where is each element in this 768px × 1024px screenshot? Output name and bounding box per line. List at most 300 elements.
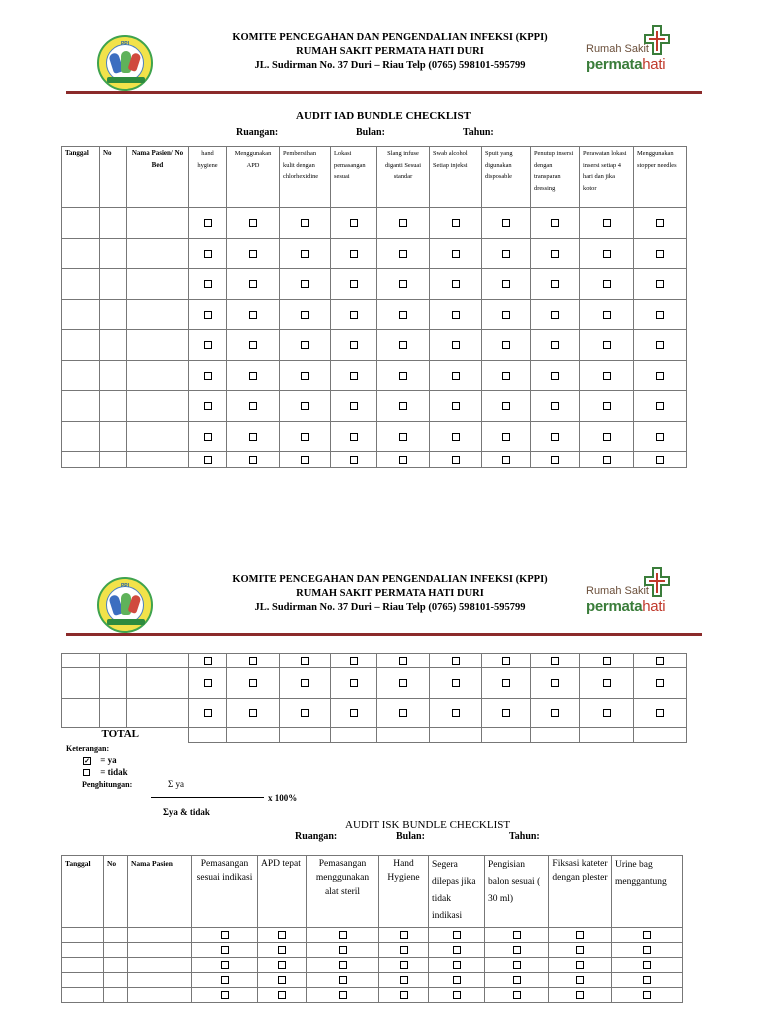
checkbox-icon[interactable] bbox=[502, 280, 510, 288]
iad-check-cell bbox=[331, 422, 377, 452]
checkbox-icon[interactable] bbox=[656, 709, 664, 717]
checkbox-icon[interactable] bbox=[513, 931, 521, 939]
checkbox-icon[interactable] bbox=[204, 250, 212, 258]
checkbox-icon[interactable] bbox=[453, 946, 461, 954]
iad-check-cell bbox=[580, 361, 634, 391]
checkbox-icon[interactable] bbox=[249, 657, 257, 665]
checkbox-icon[interactable] bbox=[603, 709, 611, 717]
checkbox-icon[interactable] bbox=[513, 976, 521, 984]
checkbox-icon[interactable] bbox=[350, 250, 358, 258]
iad-check-cell bbox=[189, 391, 227, 422]
iad-check-cell bbox=[377, 239, 430, 269]
checkbox-icon[interactable] bbox=[603, 219, 611, 227]
checkbox-icon[interactable] bbox=[452, 709, 460, 717]
checkbox-icon[interactable] bbox=[350, 433, 358, 441]
fraction-line bbox=[151, 797, 264, 798]
iad-check-cell bbox=[280, 239, 331, 269]
iad-col-spuit: Spuit yang digunakan disposable bbox=[482, 147, 531, 208]
iad-col-penutup: Penutup insersi dengan transparan dressing bbox=[531, 147, 580, 208]
isk-col-tanggal: Tanggal bbox=[62, 856, 104, 928]
checkbox-icon[interactable] bbox=[643, 976, 651, 984]
checkbox-icon[interactable] bbox=[551, 433, 559, 441]
iad2-check-cell bbox=[377, 654, 430, 668]
checkbox-icon[interactable] bbox=[502, 311, 510, 319]
checkbox-icon[interactable] bbox=[603, 433, 611, 441]
checkbox-icon[interactable] bbox=[350, 657, 358, 665]
checkbox-icon[interactable] bbox=[452, 433, 460, 441]
isk-check-cell bbox=[192, 928, 258, 943]
checkbox-icon[interactable] bbox=[350, 372, 358, 380]
iad2-text-cell bbox=[100, 654, 127, 668]
checkbox-icon[interactable] bbox=[400, 946, 408, 954]
isk-text-cell bbox=[104, 973, 128, 988]
checkbox-icon[interactable] bbox=[603, 250, 611, 258]
checkbox-icon[interactable] bbox=[339, 976, 347, 984]
iad-check-cell bbox=[430, 330, 482, 361]
checkbox-icon[interactable] bbox=[603, 657, 611, 665]
checkbox-icon[interactable] bbox=[643, 961, 651, 969]
checkbox-icon[interactable] bbox=[452, 311, 460, 319]
iad-col-perawatan: Perawatan lokasi insersi setiap 4 hari dan jika kotor bbox=[580, 147, 634, 208]
checkbox-icon[interactable] bbox=[502, 433, 510, 441]
checkbox-icon[interactable] bbox=[603, 311, 611, 319]
header-hospital: RUMAH SAKIT PERMATA HATI DURI bbox=[296, 46, 484, 57]
iad-col-stopper: Menggunakan stopper needles bbox=[634, 147, 687, 208]
isk-text-cell bbox=[62, 958, 104, 973]
checkbox-icon[interactable] bbox=[453, 931, 461, 939]
iad-check-cell bbox=[377, 391, 430, 422]
iad2-check-cell bbox=[227, 668, 280, 699]
isk-text-cell bbox=[104, 958, 128, 973]
iad2-check-cell bbox=[482, 668, 531, 699]
checkbox-icon[interactable] bbox=[301, 402, 309, 410]
header2-committee: KOMITE PENCEGAHAN DAN PENGENDALIAN INFEKSI (KPPI) bbox=[232, 574, 548, 585]
checkbox-icon[interactable] bbox=[301, 341, 309, 349]
iad-text-cell bbox=[100, 361, 127, 391]
checkbox-icon[interactable] bbox=[502, 372, 510, 380]
checkbox-icon[interactable] bbox=[603, 402, 611, 410]
checkbox-icon[interactable] bbox=[603, 456, 611, 464]
iad-check-cell bbox=[377, 361, 430, 391]
isk-text-cell bbox=[128, 943, 192, 958]
isk-check-cell bbox=[307, 973, 379, 988]
iad-text-cell bbox=[100, 239, 127, 269]
iad-check-cell bbox=[280, 391, 331, 422]
checkbox-icon[interactable] bbox=[350, 709, 358, 717]
checkbox-icon[interactable] bbox=[399, 341, 407, 349]
isk-check-cell bbox=[307, 943, 379, 958]
iad-text-cell bbox=[127, 330, 189, 361]
iad-col-pembersihan: Pembersihan kulit dengan chlorhexidine bbox=[280, 147, 331, 208]
header-address: JL. Sudirman No. 37 Duri – Riau Telp (0765) 598101-595799 bbox=[254, 60, 526, 71]
checkbox-icon[interactable] bbox=[249, 433, 257, 441]
checkbox-icon[interactable] bbox=[551, 219, 559, 227]
checkbox-icon[interactable] bbox=[278, 931, 286, 939]
checkbox-icon[interactable] bbox=[576, 991, 584, 999]
iad-text-cell bbox=[62, 391, 100, 422]
iad-text-cell bbox=[100, 391, 127, 422]
iad-check-cell bbox=[189, 208, 227, 239]
sigma-ya: Σ ya bbox=[168, 779, 184, 789]
hospital-logo-small-2: Rumah Sakit bbox=[586, 585, 649, 597]
isk-table bbox=[61, 855, 683, 1003]
iad-check-cell bbox=[280, 269, 331, 300]
checkbox-icon[interactable] bbox=[301, 709, 309, 717]
iad-check-cell bbox=[482, 239, 531, 269]
checkbox-icon[interactable] bbox=[399, 311, 407, 319]
checkbox-icon[interactable] bbox=[249, 456, 257, 464]
isk-check-cell bbox=[379, 943, 429, 958]
iad-check-cell bbox=[634, 361, 687, 391]
checkbox-icon[interactable] bbox=[221, 976, 229, 984]
isk-check-cell bbox=[258, 958, 307, 973]
checkbox-icon[interactable] bbox=[399, 709, 407, 717]
iad-text-cell bbox=[100, 452, 127, 468]
iad-text-cell bbox=[127, 391, 189, 422]
checkbox-icon[interactable] bbox=[399, 280, 407, 288]
checkbox-icon[interactable] bbox=[204, 280, 212, 288]
iad-text-cell bbox=[62, 208, 100, 239]
iad-check-cell bbox=[634, 330, 687, 361]
checkbox-icon[interactable] bbox=[350, 456, 358, 464]
checkbox-icon[interactable] bbox=[301, 657, 309, 665]
isk-check-cell bbox=[612, 988, 683, 1003]
checkbox-icon[interactable] bbox=[551, 250, 559, 258]
checkbox-icon[interactable] bbox=[339, 961, 347, 969]
checkbox-icon[interactable] bbox=[453, 976, 461, 984]
checkbox-icon[interactable] bbox=[301, 219, 309, 227]
iad2-text-cell bbox=[127, 699, 189, 728]
iad-text-cell bbox=[100, 300, 127, 330]
isk-check-cell bbox=[549, 943, 612, 958]
checkbox-icon[interactable] bbox=[576, 961, 584, 969]
iad2-check-cell bbox=[331, 668, 377, 699]
checkbox-icon[interactable] bbox=[656, 372, 664, 380]
iad2-check-cell bbox=[580, 668, 634, 699]
iad-check-cell bbox=[634, 239, 687, 269]
total-label: TOTAL bbox=[62, 728, 189, 743]
iad-check-cell bbox=[531, 330, 580, 361]
checkbox-icon[interactable] bbox=[204, 657, 212, 665]
checkbox-icon[interactable] bbox=[204, 341, 212, 349]
iad-tahun: Tahun: bbox=[463, 127, 494, 138]
iad-check-cell bbox=[331, 330, 377, 361]
iad2-check-cell bbox=[531, 668, 580, 699]
checkbox-icon[interactable] bbox=[301, 372, 309, 380]
checkbox-icon[interactable] bbox=[656, 280, 664, 288]
checkbox-icon[interactable] bbox=[221, 991, 229, 999]
iad-check-cell bbox=[430, 452, 482, 468]
iad2-check-cell bbox=[634, 668, 687, 699]
checkbox-icon[interactable] bbox=[452, 372, 460, 380]
checkbox-icon[interactable] bbox=[204, 311, 212, 319]
isk-text-cell bbox=[104, 943, 128, 958]
iad-check-cell bbox=[227, 452, 280, 468]
iad-check-cell bbox=[430, 422, 482, 452]
checkbox-icon[interactable] bbox=[301, 280, 309, 288]
checkbox-icon[interactable] bbox=[576, 931, 584, 939]
isk-col-apd: APD tepat bbox=[258, 856, 307, 928]
iad-ruangan: Ruangan: bbox=[236, 127, 279, 138]
checkbox-icon[interactable] bbox=[301, 433, 309, 441]
checkbox-icon[interactable] bbox=[643, 931, 651, 939]
checkbox-icon[interactable] bbox=[551, 372, 559, 380]
isk-row bbox=[62, 943, 683, 958]
checkbox-icon[interactable] bbox=[400, 961, 408, 969]
checkbox-icon[interactable] bbox=[221, 931, 229, 939]
iad-check-cell bbox=[280, 300, 331, 330]
checkbox-icon[interactable] bbox=[502, 402, 510, 410]
iad-text-cell bbox=[127, 452, 189, 468]
checkbox-icon[interactable] bbox=[221, 946, 229, 954]
iad-text-cell bbox=[62, 422, 100, 452]
checkbox-icon[interactable] bbox=[551, 341, 559, 349]
isk-check-cell bbox=[258, 943, 307, 958]
checkbox-icon[interactable] bbox=[399, 372, 407, 380]
isk-check-cell bbox=[258, 988, 307, 1003]
checkbox-icon[interactable] bbox=[502, 657, 510, 665]
checkbox-icon[interactable] bbox=[656, 311, 664, 319]
checkbox-icon[interactable] bbox=[453, 961, 461, 969]
iad-check-cell bbox=[377, 452, 430, 468]
isk-col-fiksasi: Fiksasi kateter dengan plester bbox=[549, 856, 612, 928]
checkbox-icon[interactable] bbox=[502, 341, 510, 349]
checkbox-icon[interactable] bbox=[204, 402, 212, 410]
iad-text-cell bbox=[62, 239, 100, 269]
checkbox-icon[interactable] bbox=[656, 456, 664, 464]
iad-check-cell bbox=[189, 300, 227, 330]
checkbox-icon[interactable] bbox=[249, 250, 257, 258]
checkbox-icon[interactable] bbox=[249, 280, 257, 288]
checkbox-icon[interactable] bbox=[502, 250, 510, 258]
checkbox-icon[interactable] bbox=[204, 679, 212, 687]
iad-col-hand-hygiene: hand hygiene bbox=[189, 147, 227, 208]
checkbox-icon[interactable] bbox=[452, 402, 460, 410]
checkbox-icon[interactable] bbox=[399, 657, 407, 665]
checkbox-icon[interactable] bbox=[249, 372, 257, 380]
checkbox-icon[interactable] bbox=[502, 709, 510, 717]
iad2-check-cell bbox=[634, 699, 687, 728]
iad2-check-cell bbox=[482, 699, 531, 728]
checkbox-icon[interactable] bbox=[551, 657, 559, 665]
checkbox-icon[interactable] bbox=[399, 250, 407, 258]
iad-continuation-table bbox=[61, 653, 687, 743]
isk-col-pemasangan-indikasi: Pemasangan sesuai indikasi bbox=[192, 856, 258, 928]
iad2-check-cell bbox=[331, 699, 377, 728]
iad2-text-cell bbox=[62, 699, 100, 728]
checkbox-icon[interactable] bbox=[452, 341, 460, 349]
checkbox-icon[interactable] bbox=[221, 961, 229, 969]
checkbox-icon[interactable] bbox=[249, 311, 257, 319]
isk-check-cell bbox=[612, 958, 683, 973]
isk-check-cell bbox=[485, 988, 549, 1003]
iad-text-cell bbox=[62, 300, 100, 330]
checkbox-icon[interactable] bbox=[513, 961, 521, 969]
checkbox-icon[interactable] bbox=[551, 679, 559, 687]
checkbox-icon[interactable] bbox=[513, 946, 521, 954]
checkbox-icon[interactable] bbox=[204, 372, 212, 380]
iad-check-cell bbox=[189, 330, 227, 361]
iad-check-cell bbox=[430, 361, 482, 391]
hospital-logo-big: permatahati bbox=[586, 56, 666, 73]
checkbox-icon[interactable] bbox=[301, 679, 309, 687]
checkbox-icon[interactable] bbox=[301, 250, 309, 258]
checkbox-icon[interactable] bbox=[452, 456, 460, 464]
ppi-logo-text: PPI bbox=[120, 41, 130, 47]
checkbox-icon[interactable] bbox=[399, 679, 407, 687]
iad-row bbox=[62, 208, 687, 239]
checkbox-icon[interactable] bbox=[301, 456, 309, 464]
checkbox-icon[interactable] bbox=[339, 931, 347, 939]
isk-check-cell bbox=[379, 928, 429, 943]
iad2-check-cell bbox=[430, 699, 482, 728]
iad-text-cell bbox=[127, 361, 189, 391]
checkbox-icon[interactable] bbox=[350, 341, 358, 349]
checkbox-icon[interactable] bbox=[656, 341, 664, 349]
iad-text-cell bbox=[100, 208, 127, 239]
checkbox-icon[interactable] bbox=[350, 679, 358, 687]
isk-check-cell bbox=[549, 928, 612, 943]
checkbox-icon[interactable] bbox=[400, 931, 408, 939]
checkbox-icon[interactable] bbox=[452, 250, 460, 258]
checkbox-icon[interactable] bbox=[452, 280, 460, 288]
isk-row bbox=[62, 928, 683, 943]
iad2-check-cell bbox=[531, 699, 580, 728]
checkbox-icon[interactable] bbox=[603, 372, 611, 380]
checkbox-icon[interactable] bbox=[249, 679, 257, 687]
checkbox-icon[interactable] bbox=[339, 946, 347, 954]
checkbox-icon[interactable] bbox=[350, 219, 358, 227]
isk-check-cell bbox=[192, 943, 258, 958]
checkbox-icon[interactable] bbox=[603, 679, 611, 687]
iad2-check-cell bbox=[430, 668, 482, 699]
checkbox-icon[interactable] bbox=[399, 402, 407, 410]
percent-label: x 100% bbox=[268, 793, 298, 803]
iad-check-cell bbox=[430, 208, 482, 239]
iad-row bbox=[62, 452, 687, 468]
checkbox-icon[interactable] bbox=[603, 280, 611, 288]
iad-check-cell bbox=[580, 269, 634, 300]
checkbox-icon[interactable] bbox=[452, 679, 460, 687]
iad-check-cell bbox=[482, 361, 531, 391]
checkbox-icon[interactable] bbox=[400, 976, 408, 984]
checkbox-icon[interactable] bbox=[339, 991, 347, 999]
checkbox-icon[interactable] bbox=[551, 311, 559, 319]
checkbox-icon[interactable] bbox=[551, 709, 559, 717]
checkbox-icon[interactable] bbox=[513, 991, 521, 999]
checkbox-icon[interactable] bbox=[551, 402, 559, 410]
checkbox-icon[interactable] bbox=[656, 402, 664, 410]
isk-check-cell bbox=[307, 988, 379, 1003]
iad-text-cell bbox=[127, 239, 189, 269]
hospital-logo-2 bbox=[586, 567, 676, 617]
checkbox-icon[interactable] bbox=[350, 311, 358, 319]
checkbox-icon[interactable] bbox=[204, 433, 212, 441]
isk-check-cell bbox=[485, 973, 549, 988]
checkbox-icon[interactable] bbox=[301, 311, 309, 319]
checkbox-icon[interactable] bbox=[643, 946, 651, 954]
iad-check-cell bbox=[227, 391, 280, 422]
checkbox-icon[interactable] bbox=[502, 219, 510, 227]
iad2-row bbox=[62, 699, 687, 728]
checkbox-icon[interactable] bbox=[643, 991, 651, 999]
checkbox-icon[interactable] bbox=[399, 456, 407, 464]
header2-rule bbox=[66, 633, 702, 636]
checkbox-icon[interactable] bbox=[452, 657, 460, 665]
iad-check-cell bbox=[430, 391, 482, 422]
iad-text-cell bbox=[127, 300, 189, 330]
checkbox-icon[interactable] bbox=[278, 946, 286, 954]
iad-check-cell bbox=[482, 300, 531, 330]
iad2-check-cell bbox=[331, 654, 377, 668]
checkbox-icon[interactable] bbox=[400, 991, 408, 999]
iad-check-cell bbox=[331, 269, 377, 300]
checkbox-icon[interactable] bbox=[249, 219, 257, 227]
iad2-check-cell bbox=[531, 654, 580, 668]
iad-text-cell bbox=[100, 330, 127, 361]
iad-col-no: No bbox=[100, 147, 127, 208]
checkbox-icon[interactable] bbox=[656, 657, 664, 665]
iad-check-cell bbox=[531, 361, 580, 391]
checkbox-icon[interactable] bbox=[350, 280, 358, 288]
iad-check-cell bbox=[280, 361, 331, 391]
checkbox-icon[interactable] bbox=[453, 991, 461, 999]
iad-check-cell bbox=[580, 208, 634, 239]
checkbox-icon[interactable] bbox=[656, 250, 664, 258]
checkbox-icon[interactable] bbox=[249, 402, 257, 410]
checkbox-icon[interactable] bbox=[656, 679, 664, 687]
iad-check-cell bbox=[634, 208, 687, 239]
checkbox-icon[interactable] bbox=[350, 402, 358, 410]
iad-text-cell bbox=[100, 269, 127, 300]
iad-check-cell bbox=[430, 239, 482, 269]
keterangan-label: Keterangan: bbox=[66, 744, 110, 753]
isk-col-no: No bbox=[104, 856, 128, 928]
checkbox-icon[interactable] bbox=[502, 679, 510, 687]
isk-ruangan: Ruangan: bbox=[295, 831, 338, 842]
checkbox-icon[interactable] bbox=[249, 709, 257, 717]
checkbox-icon[interactable] bbox=[576, 946, 584, 954]
checkbox-icon[interactable] bbox=[278, 961, 286, 969]
isk-check-cell bbox=[612, 973, 683, 988]
iad-col-tanggal: Tanggal bbox=[62, 147, 100, 208]
checkbox-icon[interactable] bbox=[399, 219, 407, 227]
checkbox-icon[interactable] bbox=[656, 433, 664, 441]
checkbox-icon[interactable] bbox=[502, 456, 510, 464]
checkbox-icon[interactable] bbox=[399, 433, 407, 441]
checkbox-icon[interactable] bbox=[278, 991, 286, 999]
iad2-check-cell bbox=[280, 668, 331, 699]
checkbox-icon[interactable] bbox=[204, 219, 212, 227]
checkbox-icon[interactable] bbox=[603, 341, 611, 349]
checkbox-icon[interactable] bbox=[204, 709, 212, 717]
checkbox-icon[interactable] bbox=[551, 280, 559, 288]
checkbox-icon[interactable] bbox=[551, 456, 559, 464]
iad-check-cell bbox=[482, 269, 531, 300]
checkbox-icon[interactable] bbox=[656, 219, 664, 227]
checkbox-icon[interactable] bbox=[576, 976, 584, 984]
isk-text-cell bbox=[128, 988, 192, 1003]
iad-check-cell bbox=[482, 452, 531, 468]
iad-col-lokasi: Lokasi pemasangan sesuai bbox=[331, 147, 377, 208]
iad-check-cell bbox=[377, 330, 430, 361]
checkbox-icon[interactable] bbox=[249, 341, 257, 349]
checkbox-icon[interactable] bbox=[452, 219, 460, 227]
checkbox-icon[interactable] bbox=[204, 456, 212, 464]
checkbox-icon[interactable] bbox=[278, 976, 286, 984]
iad2-check-cell bbox=[634, 654, 687, 668]
isk-row bbox=[62, 973, 683, 988]
